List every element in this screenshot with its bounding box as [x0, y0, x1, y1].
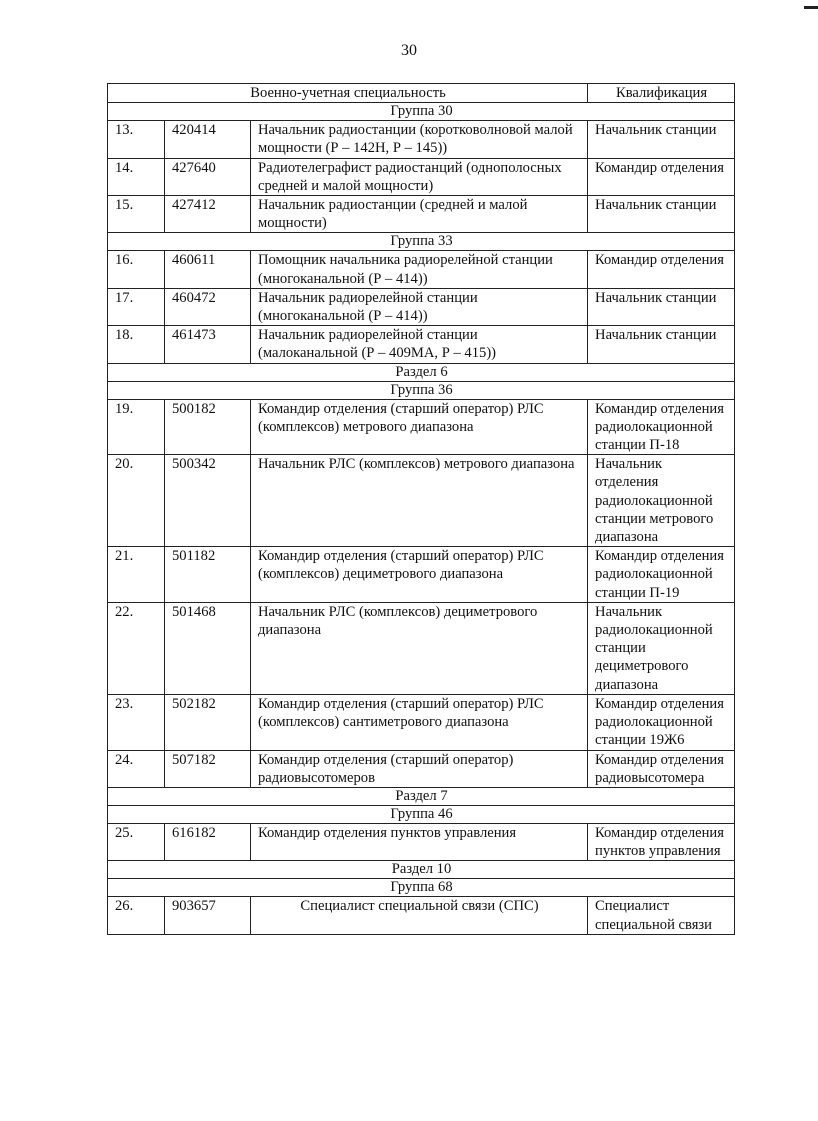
section-row	[108, 805, 735, 823]
table-row	[108, 288, 735, 325]
table-row	[108, 196, 735, 233]
table-row	[108, 547, 735, 603]
specialty-name: Радиотелеграфист радиостанций (однополосных средней и малой мощности)	[251, 158, 588, 195]
header-qualification: Квалификация	[588, 84, 735, 103]
section-row	[108, 103, 735, 121]
specialty-code: 501182	[165, 547, 251, 603]
qualification: Командир отделения пунктов управления	[588, 823, 735, 860]
qualification: Командир отделения радиолокационной станции П-18	[588, 399, 735, 455]
table-row	[108, 455, 735, 547]
specialty-code: 427640	[165, 158, 251, 195]
section-title: Группа 68	[108, 879, 735, 897]
qualification: Командир отделения	[588, 251, 735, 288]
header-specialty: Военно-учетная специальность	[108, 84, 588, 103]
section-title: Группа 36	[108, 381, 735, 399]
row-number: 22.	[108, 602, 165, 694]
specialty-name: Помощник начальника радиорелейной станции (многоканальной (Р – 414))	[251, 251, 588, 288]
table-row	[108, 602, 735, 694]
specialty-name: Командир отделения (старший оператор) РЛС (комплексов) сантиметрового диапазона	[251, 694, 588, 750]
specialty-code: 460611	[165, 251, 251, 288]
table-header-row	[108, 84, 735, 103]
row-number: 17.	[108, 288, 165, 325]
table-row	[108, 694, 735, 750]
row-number: 23.	[108, 694, 165, 750]
qualification: Специалист специальной связи	[588, 897, 735, 934]
specialty-name: Специалист специальной связи (СПС)	[251, 897, 588, 934]
section-row	[108, 787, 735, 805]
row-number: 16.	[108, 251, 165, 288]
section-row	[108, 861, 735, 879]
row-number: 13.	[108, 121, 165, 158]
specialty-name: Командир отделения (старший оператор) радиовысотомеров	[251, 750, 588, 787]
specialty-name: Начальник радиорелейной станции (многоканальной (Р – 414))	[251, 288, 588, 325]
table-row	[108, 326, 735, 363]
specialty-code: 500182	[165, 399, 251, 455]
specialty-name: Начальник РЛС (комплексов) дециметрового диапазона	[251, 602, 588, 694]
row-number: 21.	[108, 547, 165, 603]
specialty-name: Командир отделения (старший оператор) РЛС (комплексов) дециметрового диапазона	[251, 547, 588, 603]
specialty-code: 500342	[165, 455, 251, 547]
row-number: 15.	[108, 196, 165, 233]
table-row	[108, 158, 735, 195]
specialty-code: 420414	[165, 121, 251, 158]
section-title: Раздел 7	[108, 787, 735, 805]
row-number: 26.	[108, 897, 165, 934]
section-title: Раздел 10	[108, 861, 735, 879]
row-number: 19.	[108, 399, 165, 455]
section-row	[108, 363, 735, 381]
section-row	[108, 381, 735, 399]
section-row	[108, 233, 735, 251]
qualification: Командир отделения радиовысотомера	[588, 750, 735, 787]
section-title: Раздел 6	[108, 363, 735, 381]
qualification: Командир отделения радиолокационной станции П-19	[588, 547, 735, 603]
row-number: 25.	[108, 823, 165, 860]
specialty-name: Начальник радиостанции (коротковолновой малой мощности (Р – 142Н, Р – 145))	[251, 121, 588, 158]
table-row	[108, 251, 735, 288]
specialty-name: Начальник радиорелейной станции (малоканальной (Р – 409МА, Р – 415))	[251, 326, 588, 363]
qualification: Начальник станции	[588, 196, 735, 233]
scan-edge-mark	[804, 6, 818, 9]
table-body	[108, 103, 735, 935]
table-row	[108, 121, 735, 158]
table-row	[108, 897, 735, 934]
row-number: 14.	[108, 158, 165, 195]
qualification: Начальник станции	[588, 121, 735, 158]
section-title: Группа 30	[108, 103, 735, 121]
specialty-code: 461473	[165, 326, 251, 363]
specialty-name: Начальник РЛС (комплексов) метрового диапазона	[251, 455, 588, 547]
specialty-code: 502182	[165, 694, 251, 750]
specialty-code: 507182	[165, 750, 251, 787]
specialty-code: 501468	[165, 602, 251, 694]
table-row	[108, 750, 735, 787]
section-row	[108, 879, 735, 897]
row-number: 20.	[108, 455, 165, 547]
qualification: Начальник радиолокационной станции дециметрового диапазона	[588, 602, 735, 694]
qualification: Командир отделения радиолокационной станции 19Ж6	[588, 694, 735, 750]
specialty-code: 460472	[165, 288, 251, 325]
specialty-name: Начальник радиостанции (средней и малой мощности)	[251, 196, 588, 233]
specialty-name: Командир отделения пунктов управления	[251, 823, 588, 860]
specialty-code: 616182	[165, 823, 251, 860]
qualification: Командир отделения	[588, 158, 735, 195]
qualification: Начальник станции	[588, 326, 735, 363]
row-number: 18.	[108, 326, 165, 363]
specialty-code: 427412	[165, 196, 251, 233]
specialties-table	[107, 83, 735, 935]
section-title: Группа 46	[108, 805, 735, 823]
table-row	[108, 399, 735, 455]
table-row	[108, 823, 735, 860]
page-number: 30	[401, 42, 417, 59]
section-title: Группа 33	[108, 233, 735, 251]
specialty-name: Командир отделения (старший оператор) РЛС (комплексов) метрового диапазона	[251, 399, 588, 455]
qualification: Начальник отделения радиолокационной станции метрового диапазона	[588, 455, 735, 547]
specialty-code: 903657	[165, 897, 251, 934]
qualification: Начальник станции	[588, 288, 735, 325]
row-number: 24.	[108, 750, 165, 787]
